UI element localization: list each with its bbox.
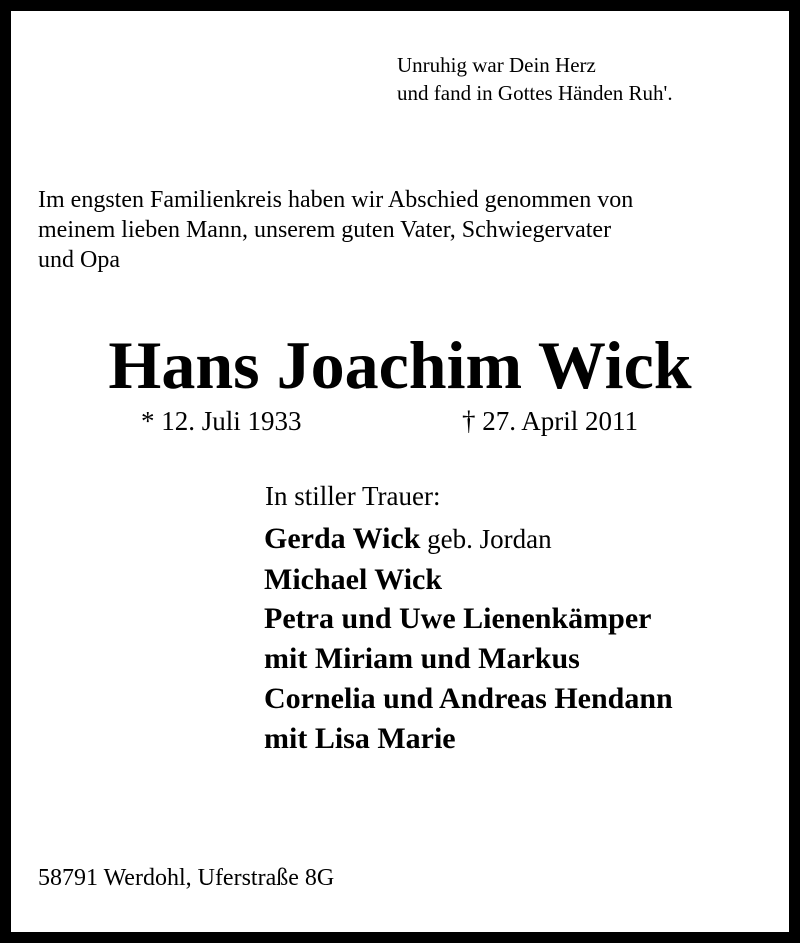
mourners-list xyxy=(264,519,673,758)
maiden-name: geb. Jordan xyxy=(420,524,552,554)
mourner-line: mit Lisa Marie xyxy=(264,721,456,755)
death-date: † 27. April 2011 xyxy=(462,406,639,436)
intro-line: und Opa xyxy=(38,247,120,273)
motto-verse xyxy=(397,51,673,107)
intro-text xyxy=(38,185,768,275)
mourner-line: mit Miriam und Markus xyxy=(264,642,580,676)
mourner-name: Gerda Wick xyxy=(264,522,421,555)
mourner-line: Michael Wick xyxy=(264,562,443,596)
motto-line: und fand in Gottes Händen Ruh'. xyxy=(397,81,673,105)
intro-line: Im engsten Familienkreis haben wir Abschied genommen von xyxy=(38,187,634,213)
birth-date: * 12. Juli 1933 xyxy=(141,406,302,436)
mourner-line xyxy=(264,519,673,560)
intro-line: meinem lieben Mann, unserem guten Vater, Schwiegervater xyxy=(38,217,612,243)
mourner-line: Cornelia und Andreas Hendann xyxy=(264,681,673,715)
address: 58791 Werdohl, Uferstraße 8G xyxy=(38,865,335,891)
mourning-heading: In stiller Trauer: xyxy=(265,481,441,511)
mourner-line: Petra und Uwe Lienenkämper xyxy=(264,602,652,636)
deceased-name: Hans Joachim Wick xyxy=(108,327,692,403)
motto-line: Unruhig war Dein Herz xyxy=(397,53,596,77)
